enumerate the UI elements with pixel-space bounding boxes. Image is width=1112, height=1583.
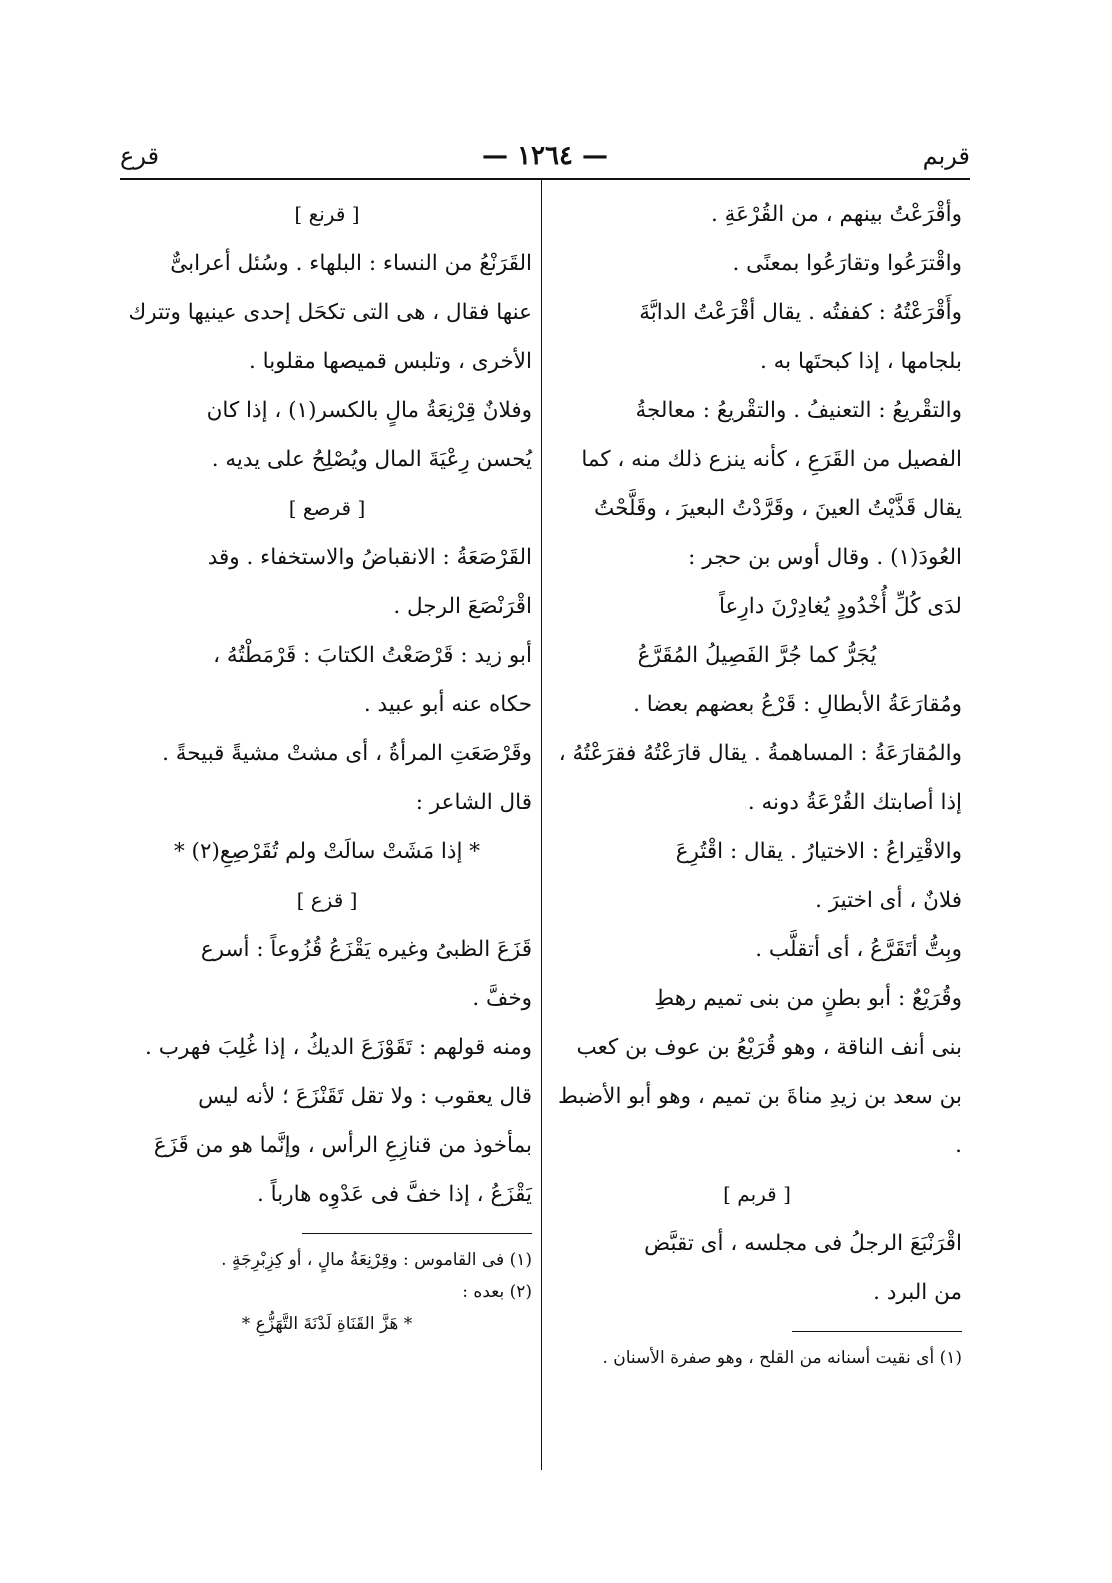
text-line: بلجامها ، إذا كبحتَها به . [759, 349, 962, 374]
text-line: والاقْتِراعُ : الاختيارُ . يقال : اقْتُرِعَ [675, 839, 962, 864]
text-line: حكاه عنه أبو عبيد . [363, 692, 532, 717]
footnote: (١) أى نقيت أسنانه من القلح ، وهو صفرة الأسنان . [602, 1348, 962, 1368]
verse-line: يُجَرُّ كما جُرَّ الفَصِيلُ المُقَرَّعُ [637, 643, 877, 668]
entry-heading: [ قرنع ] [294, 202, 360, 226]
header-rule [120, 178, 970, 180]
page-header [120, 138, 970, 178]
text-line: اقْرَنْصَعَ الرجل . [393, 594, 532, 619]
text-line: بنى أنف الناقة ، وهو قُرَيْعُ بن عوف بن كعب [576, 1035, 962, 1060]
text-line: الفصيل من القَرَعِ ، كأنه ينزع ذلك منه ، كما [581, 447, 962, 472]
verse-line: * إذا مَشَتْ سالَتْ ولم تُقَرْصِعِ(٢) * [173, 839, 481, 864]
text-line: القَرْصَعَةُ : الانقباضُ والاستخفاء . وقد [207, 545, 532, 570]
footnote-rule [792, 1331, 962, 1332]
text-line: فلانٌ ، أى اختيرَ . [815, 888, 962, 913]
text-line: قال الشاعر : [415, 790, 532, 815]
entry-heading: [ قزع ] [296, 888, 358, 912]
entry-heading: [ قرصع ] [288, 496, 366, 520]
verse-line: لدَى كُلِّ أُخْدُودٍ يُغادِرْنَ دارِعاً [719, 594, 962, 619]
left-column [122, 190, 532, 1340]
text-line: إذا أصابتك القُرْعَةُ دونه . [747, 790, 962, 815]
text-line: قال يعقوب : ولا تقل تَقَنْزَعَ ؛ لأنه ليس [198, 1084, 532, 1109]
column-divider [541, 180, 542, 1470]
text-line: وقَرْصَعَتِ المرأةُ ، أى مشتْ مشيةً قبيحةً . [162, 741, 532, 766]
text-line: ومُقارَعَةُ الأبطالِ : قَرْعُ بعضهم بعضا . [633, 692, 962, 717]
footnote: (٢) بعده : [462, 1282, 532, 1302]
footnote-verse: * هَزَّ القَنَاةِ لَدْنَةَ التَّهَزُّعِ * [241, 1314, 413, 1334]
text-line: من البرد . [873, 1280, 962, 1305]
text-line: بن سعد بن زيدِ مناةَ بن تميم ، وهو أبو الأضبط . [558, 1084, 962, 1158]
text-line: الأخرى ، وتلبس قميصها مقلوبا . [249, 349, 532, 374]
footnote: (١) فى القاموس : وقِرْنِعَةُ مالٍ ، أو كِزِبْرِجَةٍ . [221, 1250, 532, 1270]
text-line: واقْترَعُوا وتقارَعُوا بمعنًى . [732, 251, 962, 276]
text-line: وخفَّ . [472, 986, 532, 1011]
text-line: وفلانٌ قِرْنِعَةُ مالٍ بالكسر(١) ، إذا كان [206, 398, 532, 423]
text-line: القَرَنْعُ من النساء : البلهاء . وسُئل أعرابىٌّ [170, 251, 532, 276]
right-column [552, 190, 962, 1374]
text-line: ومنه قولهم : تَقَوْزَعَ الديكُ ، إذا غُلِبَ فهرب . [145, 1035, 532, 1060]
text-line: والمُقارَعَةُ : المساهمةُ . يقال قارَعْتُهُ فقرَعْتُهُ ، [558, 741, 962, 766]
text-line: وأَقْرَعْتُهُ : كففتُه . يقال أقْرَعْتُ الدابَّةَ [639, 300, 962, 325]
text-line: عنها فقال ، هى التى تكحَل إحدى عينيها وتترك [128, 300, 532, 325]
text-line: يَقْزَعُ ، إذا خفَّ فى عَدْوِه هارباً . [257, 1182, 532, 1207]
text-line: بمأخوذ من قنازِعِ الرأس ، وإنَّما هو من قَزَعَ [153, 1133, 532, 1158]
text-line: يُحسن رِعْيَةَ المال ويُصْلِحُ على يديه . [211, 447, 532, 472]
text-line: وقُرَيْعٌ : أبو بطنٍ من بنى تميم رهطِ [654, 986, 962, 1011]
text-line: وأقْرَعْتُ بينهم ، من القُرْعَةِ . [710, 202, 962, 227]
footnote-rule [302, 1233, 532, 1234]
text-line: قَزَعَ الظبىُ وغيره يَقْزَعُ قُزُوعاً : أسرع [200, 937, 532, 962]
text-line: أبو زيد : قَرْصَعْتُ الكتابَ : قَرْمَطْتُهُ ، [213, 643, 532, 668]
header-root-right: قربم [922, 142, 970, 170]
text-line: يقال قَذَّيْتُ العينَ ، وقَرَّدْتُ البعيرَ ، وقَلَّحْتُ [594, 496, 962, 521]
text-line: وبِتُّ أتَقَرَّعُ ، أى أتقلَّب . [755, 937, 962, 962]
text-line: والتقْريعُ : التعنيفُ . والتقْريعُ : معالجةُ [635, 398, 962, 423]
header-root-left: قرع [120, 142, 160, 170]
text-line: اقْرَنْبَعَ الرجلُ فى مجلسه ، أى تقبَّض [644, 1231, 962, 1256]
entry-heading: [ قربم ] [723, 1182, 791, 1206]
page-number: — ١٢٦٤ — [482, 141, 608, 171]
text-line: العُودَ(١) . وقال أوس بن حجر : [688, 545, 962, 570]
